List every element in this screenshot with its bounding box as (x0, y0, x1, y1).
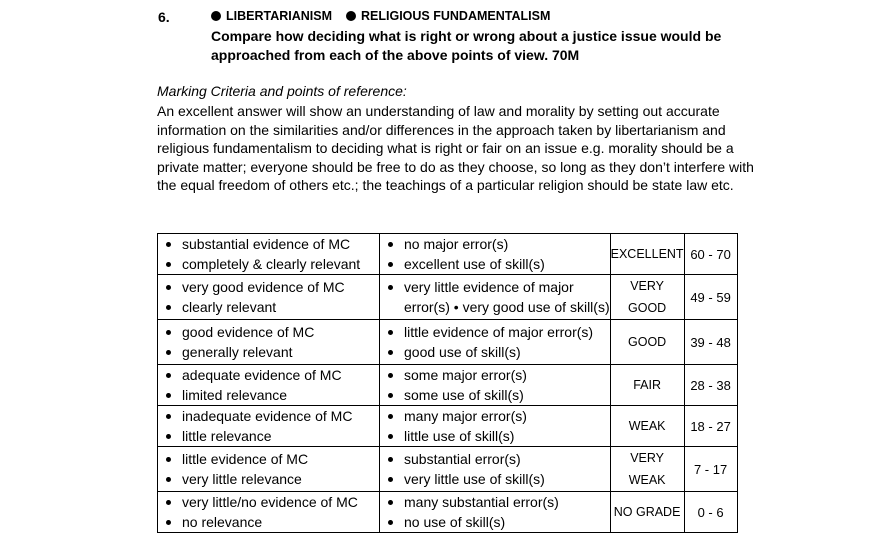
evidence-cell (158, 320, 380, 365)
skills-item: very little evidence of major (380, 277, 610, 297)
skills-item: good use of skill(s) (380, 342, 610, 362)
marking-criteria-body: An excellent answer will show an understanding of law and morality by setting out accurate information on the similarities and/or differences in the approach taken by libertarianism and religious fundamentalism to deciding what is right or fair on an issue e.g. morality should be a private matter; everyone should be free to do as they choose, so long as they don’t interfere with the equal freedom of others etc.; the teachings of a particular religion should be state law etc. (157, 103, 754, 194)
skills-cell (380, 234, 611, 275)
grade-label: FAIR (610, 365, 684, 406)
skills-cell (380, 320, 611, 365)
grade-table (157, 233, 738, 533)
mark-range: 18 - 27 (684, 406, 737, 447)
skills-item: many major error(s) (380, 406, 610, 426)
grade-row (158, 492, 738, 533)
skills-item: very little use of skill(s) (380, 469, 610, 489)
grade-label: GOOD (610, 320, 684, 365)
marking-criteria-title: Marking Criteria and points of reference: (157, 83, 407, 99)
evidence-item: no relevance (158, 512, 379, 532)
evidence-item: adequate evidence of MC (158, 365, 379, 385)
skills-item: error(s) • very good use of skill(s) (404, 299, 610, 315)
skills-item: some major error(s) (380, 365, 610, 385)
evidence-item: good evidence of MC (158, 322, 379, 342)
evidence-item: very good evidence of MC (158, 277, 379, 297)
skills-item: excellent use of skill(s) (380, 254, 610, 274)
skills-item: little use of skill(s) (380, 426, 610, 446)
mark-range: 39 - 48 (684, 320, 737, 365)
evidence-item: little evidence of MC (158, 449, 379, 469)
skills-item: some use of skill(s) (380, 385, 610, 405)
bullet-icon (211, 11, 221, 21)
evidence-item: substantial evidence of MC (158, 234, 379, 254)
skills-item: little evidence of major error(s) (380, 322, 610, 342)
grade-label-line: VERY (630, 451, 665, 465)
view-libertarianism: LIBERTARIANISM (226, 9, 333, 23)
skills-cell (380, 365, 611, 406)
evidence-item: very little relevance (158, 469, 379, 489)
grade-label-line: VERY (630, 279, 665, 293)
grade-label (610, 275, 684, 320)
mark-range: 49 - 59 (684, 275, 737, 320)
evidence-cell (158, 492, 380, 533)
grade-row (158, 320, 738, 365)
grade-row (158, 234, 738, 275)
points-of-view (211, 9, 550, 23)
grade-label-line: WEAK (628, 473, 666, 487)
view-religious-fundamentalism: RELIGIOUS FUNDAMENTALISM (361, 9, 551, 23)
skills-cell (380, 492, 611, 533)
mark-range: 60 - 70 (684, 234, 737, 275)
skills-item: substantial error(s) (380, 449, 610, 469)
grade-label: WEAK (610, 406, 684, 447)
skills-cell (380, 406, 611, 447)
evidence-item: little relevance (158, 426, 379, 446)
question-number: 6. (158, 9, 170, 25)
evidence-cell (158, 447, 380, 492)
grade-label-line: GOOD (628, 301, 667, 315)
grade-row (158, 275, 738, 320)
grade-row (158, 365, 738, 406)
skills-item: no use of skill(s) (380, 512, 610, 532)
bullet-icon (346, 11, 356, 21)
evidence-cell (158, 406, 380, 447)
question-prompt: Compare how deciding what is right or wrong about a justice issue would be approached from each of the above points of view. 70M (211, 28, 722, 63)
evidence-item: completely & clearly relevant (158, 254, 379, 274)
skills-item: many substantial error(s) (380, 492, 610, 512)
evidence-item: generally relevant (158, 342, 379, 362)
grade-row (158, 406, 738, 447)
evidence-cell (158, 275, 380, 320)
skills-cell (380, 275, 611, 320)
skills-item: no major error(s) (380, 234, 610, 254)
grade-label (610, 447, 684, 492)
evidence-item: limited relevance (158, 385, 379, 405)
evidence-cell (158, 234, 380, 275)
evidence-item: inadequate evidence of MC (158, 406, 379, 426)
evidence-item: very little/no evidence of MC (158, 492, 379, 512)
skills-cell (380, 447, 611, 492)
grade-label: EXCELLENT (610, 234, 684, 275)
evidence-cell (158, 365, 380, 406)
evidence-item: clearly relevant (158, 297, 379, 317)
grade-label: NO GRADE (610, 492, 684, 533)
mark-range: 7 - 17 (684, 447, 737, 492)
grade-row (158, 447, 738, 492)
mark-range: 28 - 38 (684, 365, 737, 406)
mark-range: 0 - 6 (684, 492, 737, 533)
